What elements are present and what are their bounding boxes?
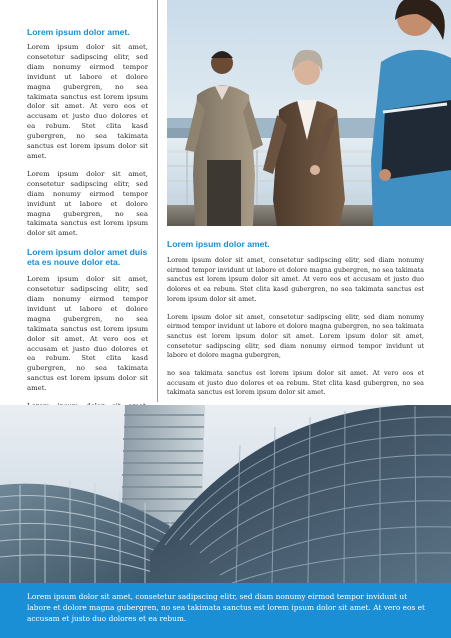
left-heading-2: Lorem ipsum dolor amet duis eta es nouve dolor eta. [27,247,148,268]
office-building-illustration [0,405,451,583]
right-text-column [167,239,424,406]
left-paragraph-2: Lorem ipsum dolor sit amet, consetetur sadipscing elitr, sed diam nonumy eirmod tempor invidunt ut labore et dolore magna gubergren, no sea takimata sanctus est lorem ipsum dolor sit amet. [27,169,148,238]
left-paragraph-3: Lorem ipsum dolor sit amet, consetetur sadipscing elitr, sed diam nonumy eirmod tempor invidunt ut labore et dolore magna gubergren, no sea takimata sanctus est lorem ipsum dolor sit amet. At vero eos et accusam et justo duo dolores et ea rebum. Stet clita kasd gubergren, no sea takimata sanctus est lorem ipsum dolor sit amet. [27,275,148,393]
office-building-photo [0,405,451,583]
left-paragraph-1: Lorem ipsum dolor sit amet, consetetur sadipscing elitr, sed diam nonumy eirmod tempor invidunt ut labore et dolore magna gubergren, no sea takimata sanctus est lorem ipsum dolor sit amet. At vero eos et accusam et justo duo dolores et ea rebum. Stet clita kasd gubergren, no sea takimata sanctus est lorem ipsum dolor sit amet. [27,43,148,160]
right-paragraph-1: Lorem ipsum dolor sit amet, consetetur sadipscing elitr, sed diam nonumy eirmod tempor invidunt ut labore et dolore magna gubergren, no sea takimata sanctus est lorem ipsum dolor sit amet. At vero eos et accusam et justo duo dolores et ea rebum. Stet clita kasd gubergren, no sea takimata sanctus est lorem ipsum dolor sit amet. [167,256,424,303]
right-paragraph-2: Lorem ipsum dolor sit amet, consetetur sadipscing elitr, sed diam nonumy eirmod tempor invidunt ut labore et dolore magna gubergren, no sea takimata sanctus est lorem ipsum dolor sit amet. Lorem ipsum dolor sit amet, consetetur sadipscing elitr, sed diam nonumy eirmod tempor invidunt ut labore et dolore magna gubergren, [167,312,424,360]
business-people-illustration [167,0,451,226]
left-text-column [27,27,148,459]
right-paragraph-3: no sea takimata sanctus est lorem ipsum dolor sit amet. At vero eos et accusam et justo duo dolores et ea rebum. Stet clita kasd gubergren, no sea takimata sanctus est lorem ipsum dolor sit amet. [167,369,424,397]
column-divider [157,0,158,402]
left-heading-1: Lorem ipsum dolor amet. [27,27,130,37]
right-heading: Lorem ipsum dolor amet. [167,239,270,249]
footer-text: Lorem ipsum dolor sit amet, consetetur sadipscing elitr, sed diam nonumy eirmod tempor invidunt ut labore et dolore magna gubergren, no sea takimata sanctus est lorem ipsum dolor sit amet. At vero eos et accusam et justo duo dolores et ea rebum. [27,592,425,624]
footer-band [0,583,451,638]
business-people-photo [167,0,451,226]
